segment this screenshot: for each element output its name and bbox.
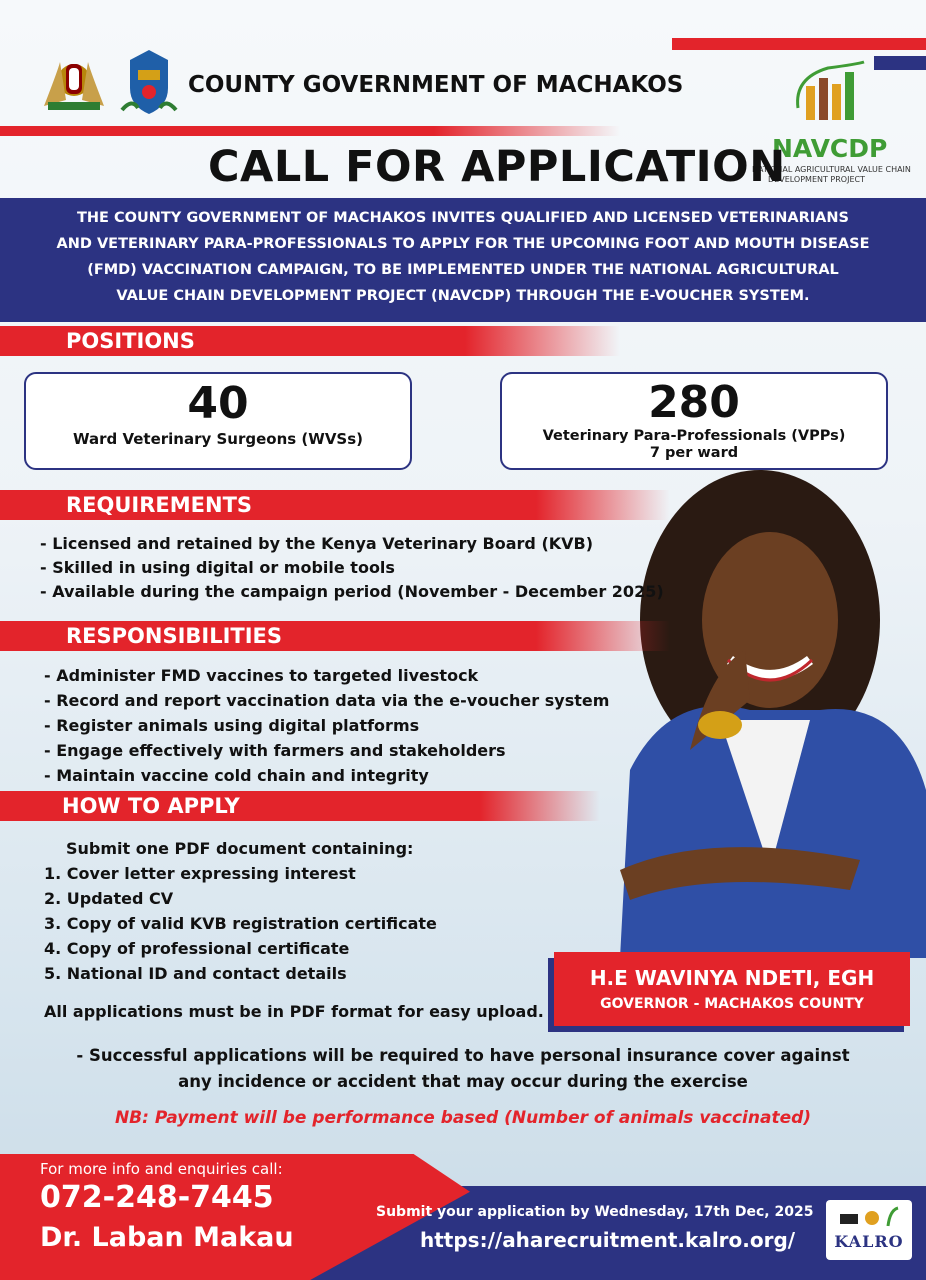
vpp-label: Veterinary Para-Professionals (VPPs) [542, 428, 846, 444]
requirement-item: - Available during the campaign period (November - December 2025) [40, 582, 664, 601]
governor-portrait [560, 470, 926, 958]
navcdp-subtitle-line1: NATIONAL AGRICULTURAL VALUE CHAIN [752, 165, 911, 174]
header-red-ribbon [0, 126, 620, 136]
responsibility-item: - Record and report vaccination data via the e-voucher system [44, 691, 610, 710]
county-title: COUNTY GOVERNMENT OF MACHAKOS [188, 72, 684, 98]
wvs-position-card [24, 372, 412, 470]
intro-line2: AND VETERINARY PARA-PROFESSIONALS TO APPLY FOR THE UPCOMING FOOT AND MOUTH DISEASE [56, 236, 870, 252]
responsibilities-heading-bar [0, 621, 670, 651]
top-red-stripe [672, 38, 926, 50]
wvs-count: 40 [187, 378, 249, 429]
machakos-county-crest-icon [118, 48, 180, 116]
governor-nameplate [554, 952, 910, 1026]
responsibility-item: - Administer FMD vaccines to targeted livestock [44, 666, 479, 685]
requirements-heading-bar [0, 490, 670, 520]
vpp-count: 280 [648, 377, 740, 428]
vpp-position-card [500, 372, 888, 470]
how-to-apply-item: 1. Cover letter expressing interest [44, 864, 356, 883]
intro-band [0, 198, 926, 322]
enquiry-label: For more info and enquiries call: [40, 1160, 283, 1178]
insurance-line2: any incidence or accident that may occur during the exercise [178, 1072, 748, 1091]
intro-line1: THE COUNTY GOVERNMENT OF MACHAKOS INVITES QUALIFIED AND LICENSED VETERINARIANS [77, 210, 849, 226]
requirement-item: - Licensed and retained by the Kenya Veterinary Board (KVB) [40, 534, 594, 553]
governor-name: H.E WAVINYA NDETI, EGH [589, 966, 875, 990]
how-to-apply-item: 4. Copy of professional certificate [44, 939, 350, 958]
responsibilities-heading: RESPONSIBILITIES [66, 624, 283, 648]
navcdp-logo-text: NAVCDP [772, 134, 888, 163]
responsibility-item: - Register animals using digital platforms [44, 716, 420, 735]
kalro-logo-icon [826, 1202, 912, 1232]
positions-heading: POSITIONS [66, 329, 195, 353]
responsibility-item: - Engage effectively with farmers and stakeholders [44, 741, 506, 760]
vpp-note: 7 per ward [649, 445, 739, 461]
kenya-coat-of-arms-icon [38, 50, 110, 114]
navcdp-logo-icon [788, 58, 868, 130]
kalro-logo [826, 1200, 912, 1260]
payment-note: NB: Payment will be performance based (Number of animals vaccinated) [114, 1108, 812, 1128]
enquiry-phone[interactable]: 072-248-7445 [40, 1180, 274, 1215]
navcdp-subtitle-line2: DEVELOPMENT PROJECT [768, 175, 865, 184]
intro-line4: VALUE CHAIN DEVELOPMENT PROJECT (NAVCDP) THROUGH THE E-VOUCHER SYSTEM. [116, 288, 810, 304]
governor-title: GOVERNOR - MACHAKOS COUNTY [600, 996, 864, 1012]
positions-heading-bar [0, 326, 620, 356]
contact-name: Dr. Laban Makau [40, 1222, 294, 1253]
insurance-line1: - Successful applications will be required to have personal insurance cover against [76, 1046, 850, 1065]
wvs-label: Ward Veterinary Surgeons (WVSs) [72, 430, 364, 448]
how-to-apply-intro: Submit one PDF document containing: [66, 839, 414, 858]
responsibility-item: - Maintain vaccine cold chain and integrity [44, 766, 429, 785]
how-to-apply-heading-bar [0, 791, 600, 821]
how-to-apply-item: 2. Updated CV [44, 889, 174, 908]
how-to-apply-heading: HOW TO APPLY [62, 794, 240, 818]
intro-line3: (FMD) VACCINATION CAMPAIGN, TO BE IMPLEMENTED UNDER THE NATIONAL AGRICULTURAL [87, 262, 839, 278]
top-navy-stripe [874, 56, 926, 70]
application-url-link[interactable]: https://aharecruitment.kalro.org/ [420, 1228, 796, 1252]
how-to-apply-item: 3. Copy of valid KVB registration certificate [44, 914, 437, 933]
how-to-apply-item: 5. National ID and contact details [44, 964, 347, 983]
pdf-format-note: All applications must be in PDF format for easy upload. [44, 1002, 544, 1021]
deadline-text: Submit your application by Wednesday, 17th Dec, 2025 [376, 1204, 814, 1220]
main-title: CALL FOR APPLICATION [208, 142, 786, 192]
kalro-logo-text: KALRO [834, 1232, 904, 1251]
requirement-item: - Skilled in using digital or mobile tools [40, 558, 395, 577]
requirements-heading: REQUIREMENTS [66, 493, 253, 517]
